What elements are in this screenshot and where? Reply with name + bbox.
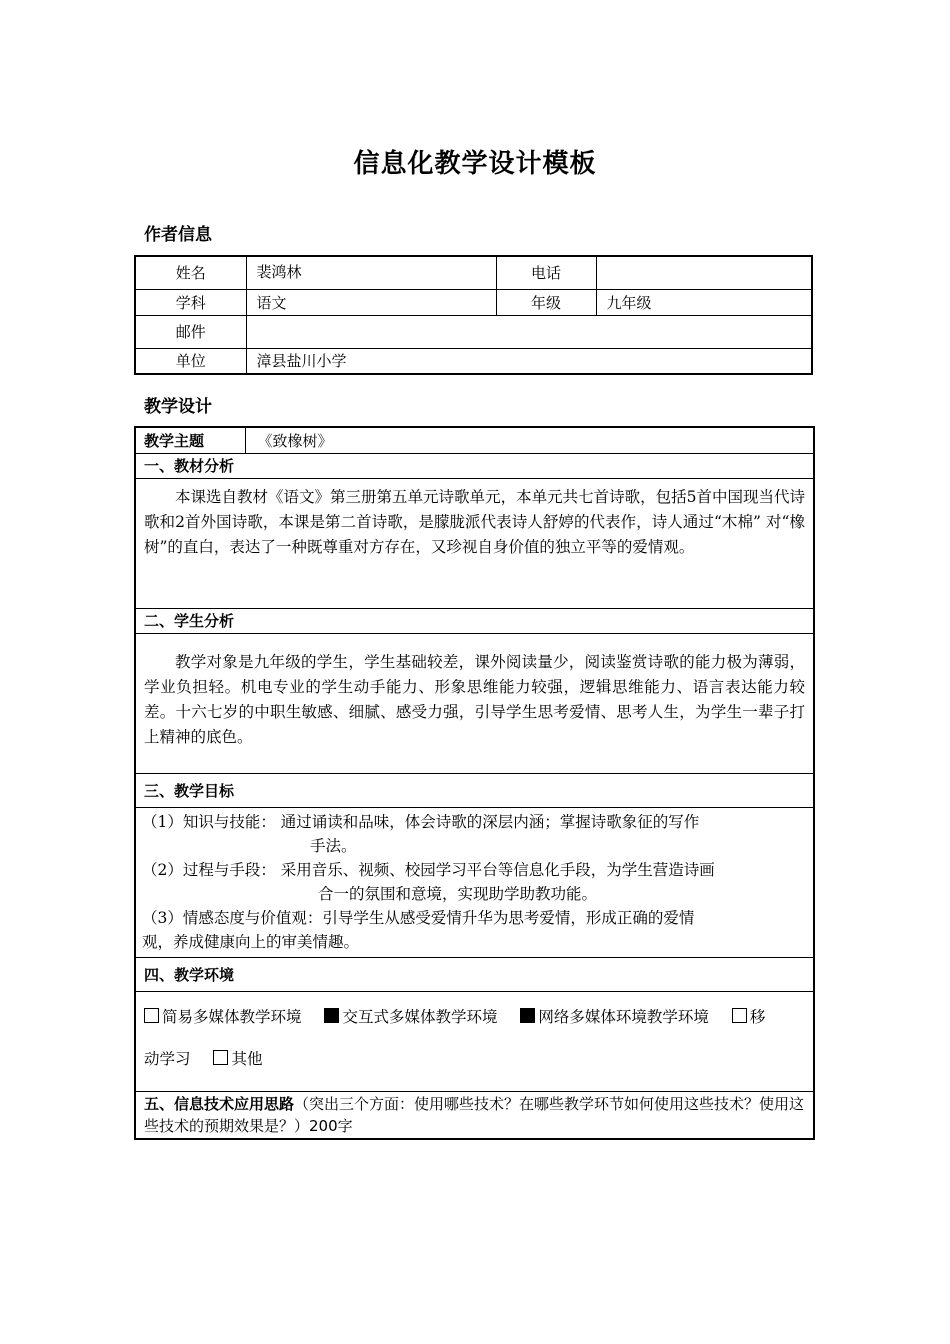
goal-3 xyxy=(142,906,805,954)
goal-1-line-2: 手法。 xyxy=(310,836,357,855)
section-1-body xyxy=(135,478,814,608)
name-label: 姓名 xyxy=(135,256,246,289)
name-value: 裴鸿林 xyxy=(246,256,496,289)
unit-label: 单位 xyxy=(135,348,246,374)
textbook-analysis-text: 本课选自教材《语文》第三册第五单元诗歌单元，本单元共七首诗歌，包括5首中国现当代诗歌和2首外国诗歌，本课是第二首诗歌，是朦胧派代表诗人舒婷的代表作，诗人通过“木棉” 对“橡树”的直白，表达了一种既尊重对方存在，又珍视自身价值的独立平等的爱情观。 xyxy=(144,487,805,556)
topic-value: 《致橡树》 xyxy=(245,427,814,453)
subject-label: 学科 xyxy=(135,289,246,315)
student-analysis-text: 教学对象是九年级的学生，学生基础较差，课外阅读量少，阅读鉴赏诗歌的能力极为薄弱，学业负担轻。机电专业的学生动手能力、形象思维能力较强，逻辑思维能力、语言表达能力较差。十六七岁的中职生敏感、细腻、感受力强，引导学生思考爱情、思考人生，为学生一辈子打上精神的底色。 xyxy=(144,652,805,746)
author-info-table xyxy=(134,255,813,375)
goal-2 xyxy=(142,858,805,906)
section-4-heading: 四、教学环境 xyxy=(135,957,814,991)
checkbox-empty-icon[interactable] xyxy=(732,1008,747,1023)
subject-value: 语文 xyxy=(246,289,496,315)
phone-label: 电话 xyxy=(496,256,596,289)
checkbox-filled-icon[interactable] xyxy=(324,1008,339,1023)
page-title: 信息化教学设计模板 xyxy=(353,149,597,179)
section-3-body xyxy=(135,807,814,957)
unit-value: 漳县盐川小学 xyxy=(246,348,812,374)
email-value xyxy=(246,315,812,348)
env-option-mobile[interactable]: 移 xyxy=(732,1008,766,1026)
goal-2-line-1: （2）过程与手段： 采用音乐、视频、校园学习平台等信息化手段，为学生营造诗画 xyxy=(142,860,715,879)
env-options-line-2 xyxy=(144,1042,805,1076)
env-option-network[interactable]: 网络多媒体环境教学环境 xyxy=(520,1008,709,1026)
env-option-simple[interactable]: 简易多媒体教学环境 xyxy=(144,1008,302,1026)
env-option-mobile-cont: 动学习 xyxy=(144,1049,191,1068)
checkbox-filled-icon[interactable] xyxy=(520,1008,535,1023)
phone-value xyxy=(596,256,812,289)
section-2-heading: 二、学生分析 xyxy=(135,608,814,633)
section-1-heading: 一、教材分析 xyxy=(135,453,814,478)
checkbox-empty-icon[interactable] xyxy=(213,1050,228,1065)
env-options-line-1 xyxy=(144,992,805,1042)
email-label: 邮件 xyxy=(135,315,246,348)
goal-2-line-2: 合一的氛围和意境，实现助学助教功能。 xyxy=(318,884,598,903)
goal-3-line-2: 观，养成健康向上的审美情趣。 xyxy=(142,932,360,951)
env-option-interactive[interactable]: 交互式多媒体教学环境 xyxy=(324,1008,497,1026)
author-info-heading: 作者信息 xyxy=(144,225,212,245)
checkbox-empty-icon[interactable] xyxy=(144,1008,159,1023)
env-option-other[interactable]: 其他 xyxy=(213,1050,262,1068)
goal-1 xyxy=(142,810,805,858)
section-2-body xyxy=(135,633,814,773)
section-5-row xyxy=(135,1091,814,1139)
teaching-design-table xyxy=(134,426,815,1140)
goal-1-line-1: （1）知识与技能： 通过诵读和品味，体会诗歌的深层内涵；掌握诗歌象征的写作 xyxy=(142,812,700,831)
section-5-heading: 五、信息技术应用思路 xyxy=(144,1094,295,1113)
goal-3-line-1: （3）情感态度与价值观：引导学生从感受爱情升华为思考爱情，形成正确的爱情 xyxy=(142,908,695,927)
grade-value: 九年级 xyxy=(596,289,812,315)
grade-label: 年级 xyxy=(496,289,596,315)
teaching-design-heading: 教学设计 xyxy=(144,397,212,417)
section-5-note: （突出三个方面：使用哪些技术？在哪些教学环节如何使用这些技术？使用这些技术的预期效果是？）200字 xyxy=(144,1094,805,1135)
section-4-body xyxy=(135,991,814,1091)
section-3-heading: 三、教学目标 xyxy=(135,773,814,807)
topic-label: 教学主题 xyxy=(135,427,245,453)
